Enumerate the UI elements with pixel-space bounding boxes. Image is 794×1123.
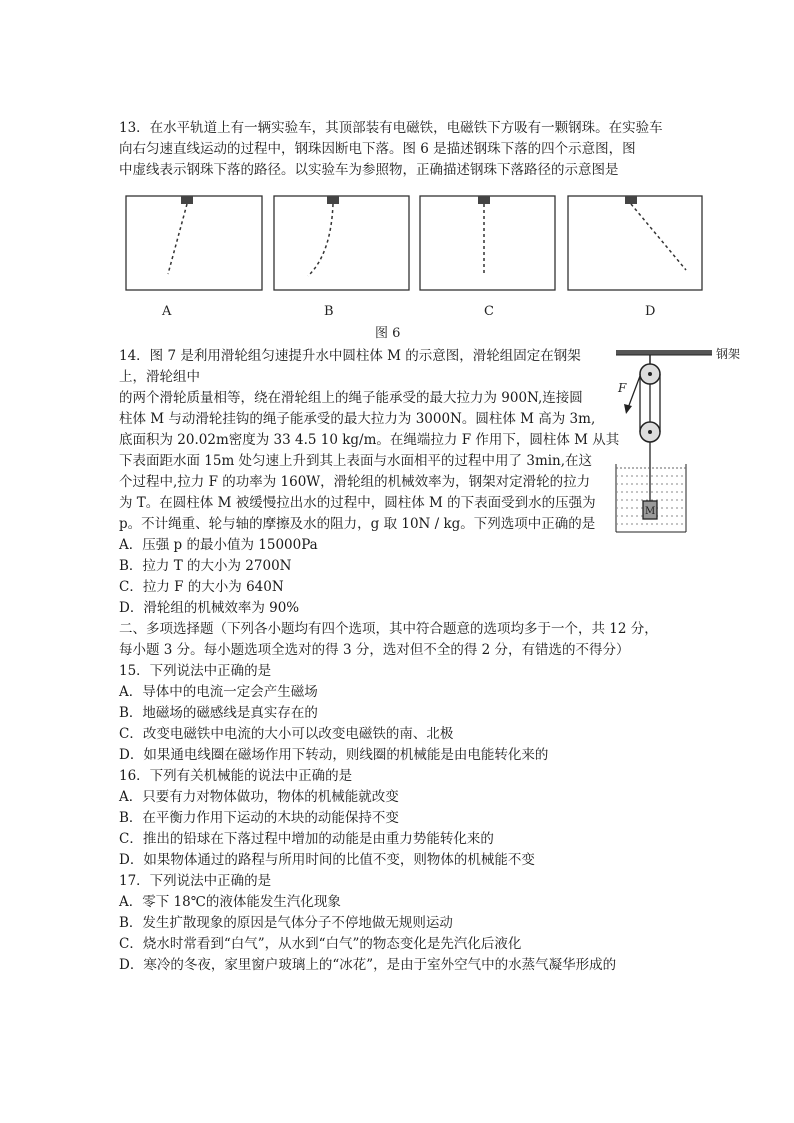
q14-stem-line-2: 上，滑轮组中 xyxy=(119,369,200,385)
q17-option-d: D．寒冷的冬夜，家里窗户玻璃上的“冰花”，是由于室外空气中的水蒸气凝华形成的 xyxy=(119,957,617,973)
panel-label-d: D xyxy=(645,304,656,319)
q14-option-d: D．滑轮组的机械效率为 90% xyxy=(119,600,300,616)
fall-path xyxy=(308,204,333,276)
force-arrow-icon xyxy=(624,404,632,414)
electromagnet-icon xyxy=(181,196,193,204)
q14-stem-line-6: 下表面距水面 15m 处匀速上升到其上表面与水面相平的过程中用了 3min,在这 xyxy=(119,453,593,469)
figure-caption: 图 6 xyxy=(375,326,401,341)
q16-option-b: B．在平衡力作用下运动的木块的动能保持不变 xyxy=(119,810,399,826)
q17-stem: 17．下列说法中正确的是 xyxy=(119,873,272,889)
figure-7-pulley xyxy=(612,346,742,536)
section2-title-line-2: 每小题 3 分。每小题选项全选对的得 3 分，选对但不全的得 2 分，有错选的不得分） xyxy=(119,642,630,658)
electromagnet-icon xyxy=(625,196,637,204)
section2-title-line-1: 二、多项选择题（下列各小题均有四个选项，其中符合题意的选项均多于一个，共 12 分， xyxy=(119,621,658,637)
cylinder-label: M xyxy=(645,506,656,517)
q14-stem-line-7: 个过程中,拉力 F 的功率为 160W，滑轮组的机械效率为，钢架对定滑轮的拉力 xyxy=(119,474,591,490)
fall-path xyxy=(168,204,187,274)
q14-stem-line-4: 柱体 M 与动滑轮挂钩的绳子能承受的最大拉力为 3000N。圆柱体 M 高为 3m, xyxy=(119,411,596,427)
q15-stem: 15．下列说法中正确的是 xyxy=(119,663,272,679)
panel-label-a: A xyxy=(162,304,172,319)
q14-option-c: C．拉力 F 的大小为 640N xyxy=(119,579,284,595)
panel-a xyxy=(126,196,262,319)
q14-stem-line-9: p。不计绳重、轮与轴的摩擦及水的阻力，g 取 10N / kg。下列选项中正确的是 xyxy=(119,516,596,532)
q14-stem-line-3: 的两个滑轮质量相等，绕在滑轮组上的绳子能承受的最大拉力为 900N,连接圆 xyxy=(119,390,583,406)
q13-stem-line-1: 13．在水平轨道上有一辆实验车，其顶部装有电磁铁，电磁铁下方吸有一颗钢珠。在实验车 xyxy=(119,120,663,136)
q15-option-c: C．改变电磁铁中电流的大小可以改变电磁铁的南、北极 xyxy=(119,726,454,742)
electromagnet-icon xyxy=(327,196,339,204)
force-label: F xyxy=(618,381,627,395)
q17-option-a: A．零下 18℃的液体能发生汽化现象 xyxy=(119,894,341,910)
q16-stem: 16．下列有关机械能的说法中正确的是 xyxy=(119,768,353,784)
panel-label-c: C xyxy=(484,304,494,319)
pull-rope xyxy=(628,376,640,408)
water-tank xyxy=(616,464,686,532)
q16-option-a: A．只要有力对物体做功，物体的机械能就改变 xyxy=(119,789,399,805)
electromagnet-icon xyxy=(478,196,490,204)
q14-stem-line-5: 底面积为 20.02m密度为 33 4.5 10 kg/m。在绳端拉力 F 作用下，圆柱体 M 从其 xyxy=(119,432,620,448)
q14-stem-line-1: 14．图 7 是利用滑轮组匀速提升水中圆柱体 M 的示意图，滑轮组固定在钢架 xyxy=(119,348,581,364)
q17-option-c: C．烧水时常看到“白气”，从水到“白气”的物态变化是先汽化后液化 xyxy=(119,936,522,952)
q15-option-d: D．如果通电线圈在磁场作用下转动，则线圈的机械能是由电能转化来的 xyxy=(119,747,549,763)
figure-6 xyxy=(120,192,710,342)
q14-stem-line-8: 为 T。在圆柱体 M 被缓慢拉出水的过程中，圆柱体 M 的下表面受到水的压强为 xyxy=(119,495,596,511)
q15-option-a: A．导体中的电流一定会产生磁场 xyxy=(119,684,318,700)
panel-b xyxy=(274,196,409,319)
q14-option-b: B．拉力 T 的大小为 2700N xyxy=(119,558,292,574)
panel-c xyxy=(420,196,555,319)
q16-option-c: C．推出的铅球在下落过程中增加的动能是由重力势能转化来的 xyxy=(119,831,494,847)
panel-label-b: B xyxy=(324,304,334,319)
q14-option-a: A．压强 p 的最小值为 15000Pa xyxy=(119,537,318,553)
frame-label: 钢架 xyxy=(716,347,741,361)
steel-frame xyxy=(616,350,712,355)
fall-path xyxy=(631,204,686,270)
q13-stem-line-3: 中虚线表示钢珠下落的路径。以实验车为参照物，正确描述钢珠下落路径的示意图是 xyxy=(119,162,619,178)
q17-option-b: B．发生扩散现象的原因是气体分子不停地做无规则运动 xyxy=(119,915,453,931)
q15-option-b: B．地磁场的磁感线是真实存在的 xyxy=(119,705,318,721)
q13-stem-line-2: 向右匀速直线运动的过程中，钢珠因断电下落。图 6 是描述钢珠下落的四个示意图，图 xyxy=(119,141,636,157)
panel-d xyxy=(568,196,702,319)
q16-option-d: D．如果物体通过的路程与所用时间的比值不变，则物体的机械能不变 xyxy=(119,852,535,868)
